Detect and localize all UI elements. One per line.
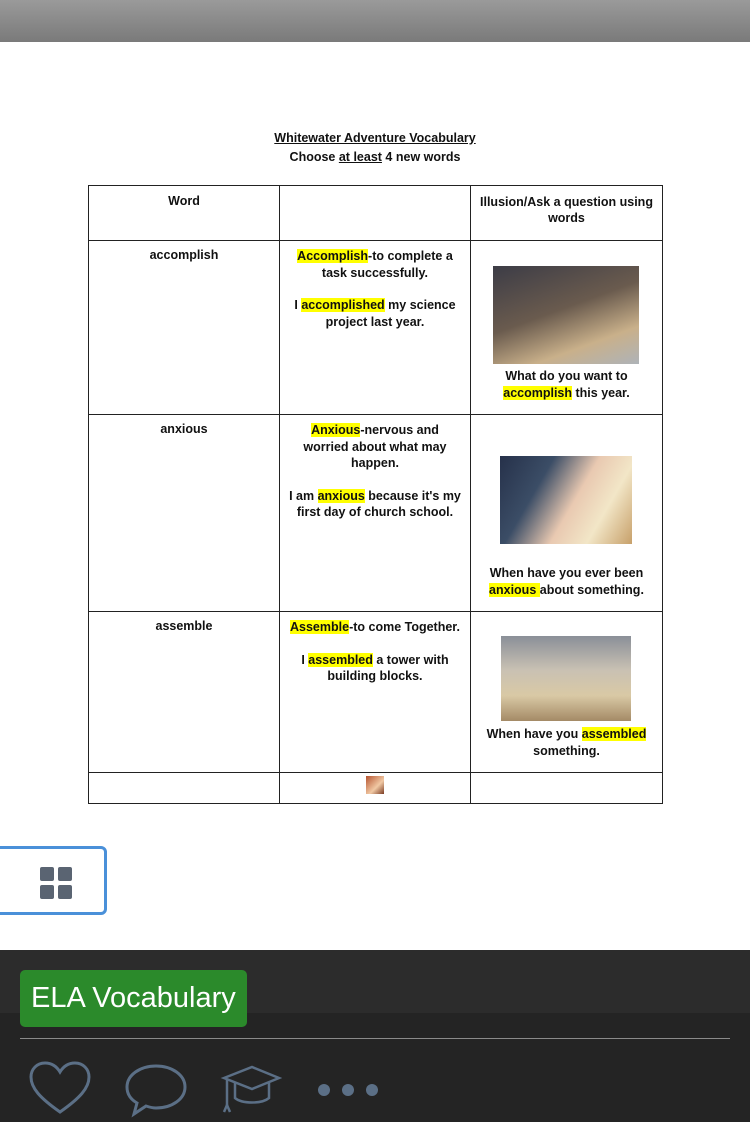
- definition-text: Anxious-nervous and worried about what may happen.: [303, 423, 447, 470]
- question-text: What do you want to accomplish this year.: [503, 369, 630, 400]
- top-bar: [0, 0, 750, 42]
- question-text: When have you ever been anxious about something.: [489, 566, 644, 597]
- document-subtitle: Choose at least 4 new words: [289, 150, 461, 164]
- divider: [20, 1038, 730, 1039]
- kids-laptop-photo: [493, 266, 639, 364]
- definition-cell: [279, 612, 470, 773]
- heart-icon[interactable]: [28, 1060, 92, 1116]
- vocab-word: anxious: [89, 415, 280, 612]
- header-word: Word: [89, 186, 280, 241]
- category-tag[interactable]: ELA Vocabulary: [20, 970, 247, 1027]
- illustration-cell: [470, 415, 662, 612]
- illustration-cell: [470, 612, 662, 773]
- example-sentence: I am anxious because it's my first day of church school.: [289, 488, 461, 519]
- baby-photo: [500, 456, 632, 544]
- table-row: [89, 415, 663, 612]
- vocab-word: assemble: [89, 612, 280, 773]
- question-text: When have you assembled something.: [486, 727, 647, 758]
- illustration-cell: [470, 241, 662, 415]
- definition-cell: [279, 241, 470, 415]
- bottom-toolbar: [0, 1013, 750, 1122]
- empty-cell: [470, 773, 662, 804]
- definition-text: Accomplish-to complete a task successfully.: [297, 249, 453, 280]
- comment-icon[interactable]: [124, 1062, 188, 1118]
- graduation-cap-icon[interactable]: [220, 1062, 282, 1118]
- definition-text: Assemble-to come Together.: [290, 620, 460, 634]
- more-icon[interactable]: [314, 1080, 384, 1100]
- example-sentence: I accomplished my science project last year.: [294, 298, 456, 329]
- header-definition: [279, 186, 470, 241]
- children-boxes-photo: [501, 636, 631, 721]
- document-title: Whitewater Adventure Vocabulary: [274, 131, 476, 145]
- vocabulary-table: [88, 185, 663, 804]
- empty-cell: [89, 773, 280, 804]
- vocab-word: accomplish: [89, 241, 280, 415]
- table-header-row: [89, 186, 663, 241]
- small-thumbnail-image[interactable]: [366, 776, 384, 794]
- grid-view-button[interactable]: [0, 846, 107, 915]
- example-sentence: I assembled a tower with building blocks.: [301, 652, 449, 683]
- table-row: [89, 612, 663, 773]
- header-illustration: Illusion/Ask a question using words: [470, 186, 662, 241]
- definition-cell: [279, 415, 470, 612]
- table-row: [89, 241, 663, 415]
